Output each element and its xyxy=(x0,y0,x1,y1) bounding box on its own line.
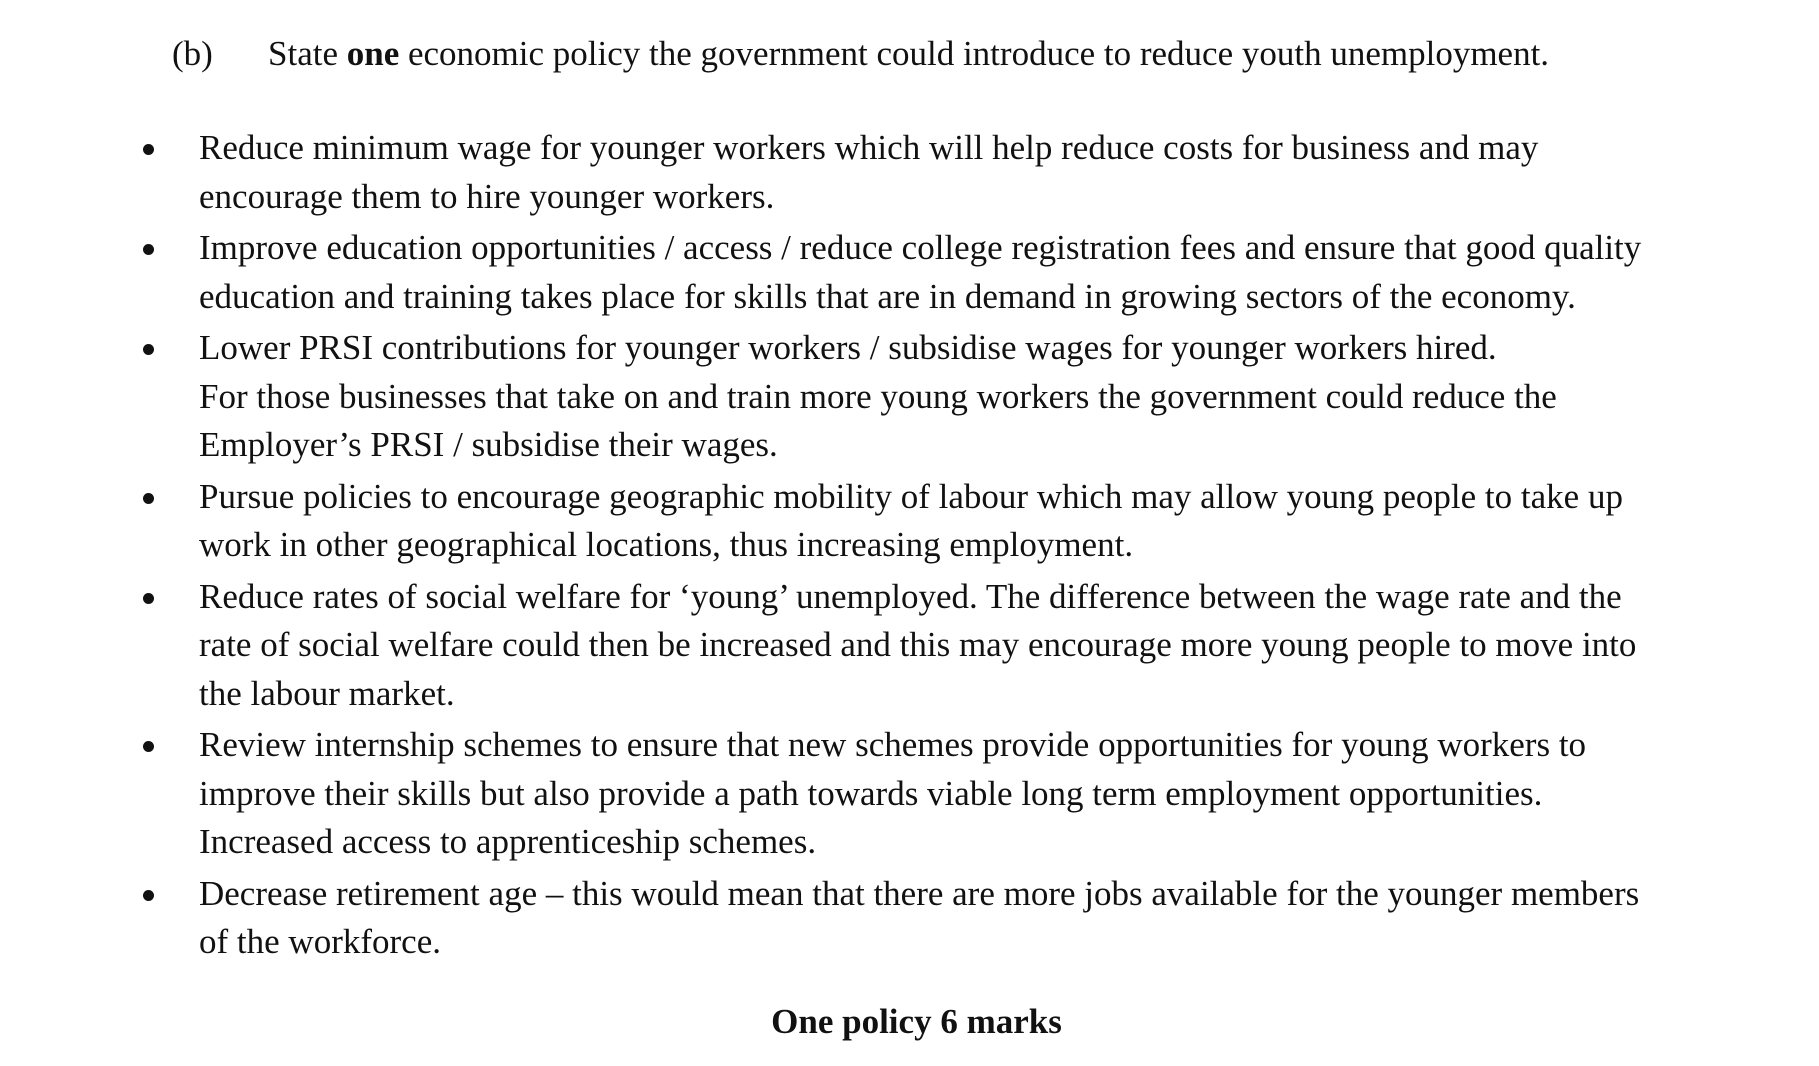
answer-line: Decrease retirement age – this would mean that there are more jobs available for the younger members xyxy=(199,873,1640,913)
answer-line: work in other geographical locations, thus increasing employment. xyxy=(199,525,1134,564)
answer-line: Improve education opportunities / access / reduce college registration fees and ensure that good quality xyxy=(199,228,1642,267)
answer-line: Increased access to apprenticeship schemes. xyxy=(199,822,817,861)
answer-line: Review internship schemes to ensure that new schemes provide opportunities for young workers to xyxy=(199,725,1587,764)
answer-line: Reduce rates of social welfare for ‘young’ unemployed. The difference between the wage rate and the xyxy=(199,576,1622,616)
bullet-icon xyxy=(143,144,154,155)
answer-item xyxy=(0,473,1739,570)
answer-line: improve their skills but also provide a path towards viable long term employment opportunities. xyxy=(199,773,1543,813)
answer-item xyxy=(0,573,1739,719)
question-text-after: economic policy the government could introduce to reduce youth unemployment. xyxy=(399,34,1550,73)
bullet-icon xyxy=(143,593,154,604)
answer-line: the labour market. xyxy=(199,673,455,713)
answer-line: Lower PRSI contributions for younger workers / subsidise wages for younger workers hired. xyxy=(199,328,1497,367)
answer-line: encourage them to hire younger workers. xyxy=(199,176,775,216)
bullet-icon xyxy=(143,244,154,255)
answer-item xyxy=(0,870,1739,967)
answer-item xyxy=(0,224,1739,321)
question-text-bold: one xyxy=(346,34,400,73)
answer-line: For those businesses that take on and train more young workers the government could reduce the xyxy=(199,376,1557,416)
marks-allocation: One policy 6 marks xyxy=(771,1002,1062,1041)
question-number: (b) xyxy=(172,34,213,73)
bullet-icon xyxy=(143,344,154,355)
answer-line: Employer’s PRSI / subsidise their wages. xyxy=(199,425,778,464)
bullet-icon xyxy=(143,741,154,752)
bullet-icon xyxy=(143,493,154,504)
bullet-icon xyxy=(143,890,154,901)
answer-item xyxy=(0,124,1739,221)
answer-item xyxy=(0,721,1739,867)
answer-line: education and training takes place for skills that are in demand in growing sectors of the economy. xyxy=(199,276,1576,316)
question-heading xyxy=(172,30,1549,79)
answer-line: rate of social welfare could then be increased and this may encourage more young people to move into xyxy=(199,625,1637,664)
answer-list xyxy=(0,124,1819,970)
answer-line: Reduce minimum wage for younger workers which will help reduce costs for business and may xyxy=(199,128,1539,167)
answer-item xyxy=(0,324,1739,470)
answer-line: Pursue policies to encourage geographic mobility of labour which may allow young people to take up xyxy=(199,476,1623,516)
answer-line: of the workforce. xyxy=(199,922,441,961)
question-text-before: State xyxy=(268,34,347,73)
